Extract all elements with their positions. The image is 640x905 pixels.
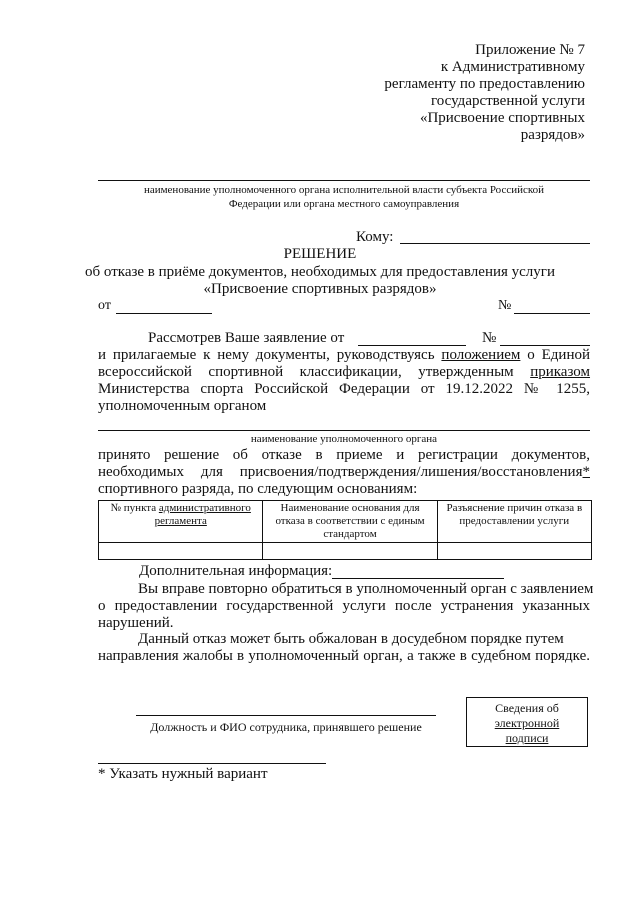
appendix-header — [345, 42, 585, 144]
paragraph4 — [98, 631, 590, 665]
paragraph3-line1: Вы вправе повторно обратиться в уполномоченный орган с заявлением — [138, 581, 594, 597]
paragraph3-line3: нарушений. — [98, 615, 174, 631]
authority-caption — [98, 183, 590, 211]
paragraph2-line2-text: необходимых для присвоения/подтверждения/лишения/восстановления — [98, 464, 583, 480]
paragraph1-line2-end: о Единой — [527, 347, 590, 363]
authorized-body-line[interactable] — [98, 430, 590, 431]
table-header-row — [99, 501, 592, 543]
paragraph1-line5: уполномоченным органом — [98, 398, 267, 414]
additional-info-label: Дополнительная информация: — [139, 563, 333, 579]
document-title: РЕШЕНИЕ — [283, 246, 357, 262]
appendix-line: к Административному — [440, 59, 585, 75]
table-header-ground: Наименование основания для отказа в соответствии с единым стандартом — [263, 501, 437, 543]
e-signature-line2: электронной — [494, 716, 560, 730]
table-row — [99, 543, 592, 560]
document-subtitle-line2: «Присвоение спортивных разрядов» — [203, 281, 437, 297]
authorized-body-caption: наименование уполномоченного органа — [250, 433, 438, 445]
regulation-table-link[interactable]: административного регламента — [154, 502, 251, 527]
appendix-line: государственной услуги — [431, 93, 585, 109]
paragraph1-line2-text: и прилагаемые к нему документы, руководствуясь — [98, 347, 435, 363]
paragraph1 — [98, 347, 590, 415]
paragraph3-line2: о предоставлении государственной услуги после устранения указанных — [98, 598, 590, 614]
paragraph1-intro: Рассмотрев Ваше заявление от — [148, 330, 345, 346]
paragraph2-line1: принято решение об отказе в приеме и регистрации документов, — [98, 447, 590, 463]
signature-caption: Должность и ФИО сотрудника, принявшего решение — [150, 720, 422, 734]
paragraph2 — [98, 447, 590, 498]
recipient-line[interactable] — [400, 243, 590, 244]
application-number-label: № — [482, 330, 497, 346]
date-line[interactable] — [116, 313, 212, 314]
e-signature-box — [466, 697, 588, 747]
appendix-line: разрядов» — [520, 127, 585, 143]
application-number-line[interactable] — [500, 345, 590, 346]
table-cell-paragraph[interactable] — [99, 543, 263, 560]
footnote-marker: * — [582, 464, 590, 480]
table-header-explanation: Разъяснение причин отказа в предоставлении услуги — [437, 501, 591, 543]
authority-caption-line1: наименование уполномоченного органа исполнительной власти субъекта Российской — [143, 184, 545, 196]
paragraph1-line4: Министерства спорта Российской Федерации от 19.12.2022 № 1255, — [98, 381, 590, 397]
e-signature-line3: подписи — [505, 731, 549, 745]
paragraph1-line3-text: всероссийской спортивной классификации, утвержденным — [98, 364, 514, 380]
table-header-paragraph — [99, 501, 263, 543]
additional-info-line[interactable] — [332, 578, 504, 579]
paragraph4-line1: Данный отказ может быть обжалован в досудебном порядке путем — [138, 631, 564, 647]
appendix-line: «Присвоение спортивных — [419, 110, 585, 126]
recipient-label: Кому: — [356, 229, 394, 245]
date-label: от — [98, 298, 111, 313]
signature-line[interactable] — [136, 715, 436, 716]
application-date-line[interactable] — [358, 345, 466, 346]
paragraph4-line2: направления жалобы в уполномоченный орган, а также в судебном порядке. — [98, 648, 590, 664]
grounds-table — [98, 500, 592, 560]
appendix-line: регламенту по предоставлению — [384, 76, 585, 92]
order-link[interactable]: приказом — [530, 364, 591, 380]
number-line[interactable] — [514, 313, 590, 314]
e-signature-line1: Сведения об — [495, 701, 559, 715]
footnote-separator — [98, 763, 326, 764]
paragraph1-line3 — [98, 364, 590, 381]
paragraph3 — [98, 581, 594, 632]
regulation-link[interactable]: положением — [441, 347, 521, 363]
authority-caption-line2: Федерации или органа местного самоуправления — [228, 198, 460, 210]
number-label: № — [498, 298, 512, 313]
appendix-line: Приложение № 7 — [475, 42, 585, 58]
table-cell-ground[interactable] — [263, 543, 437, 560]
table-header-paragraph-text: № пункта — [110, 502, 157, 514]
table-cell-explanation[interactable] — [437, 543, 591, 560]
paragraph2-line3: спортивного разряда, по следующим основаниям: — [98, 481, 418, 497]
paragraph2-line2 — [98, 464, 590, 481]
paragraph1-line2 — [98, 347, 590, 364]
footnote: * Указать нужный вариант — [98, 766, 268, 782]
document-subtitle-line1: об отказе в приёме документов, необходимых для предоставления услуги — [85, 264, 555, 280]
authority-name-line[interactable] — [98, 180, 590, 181]
